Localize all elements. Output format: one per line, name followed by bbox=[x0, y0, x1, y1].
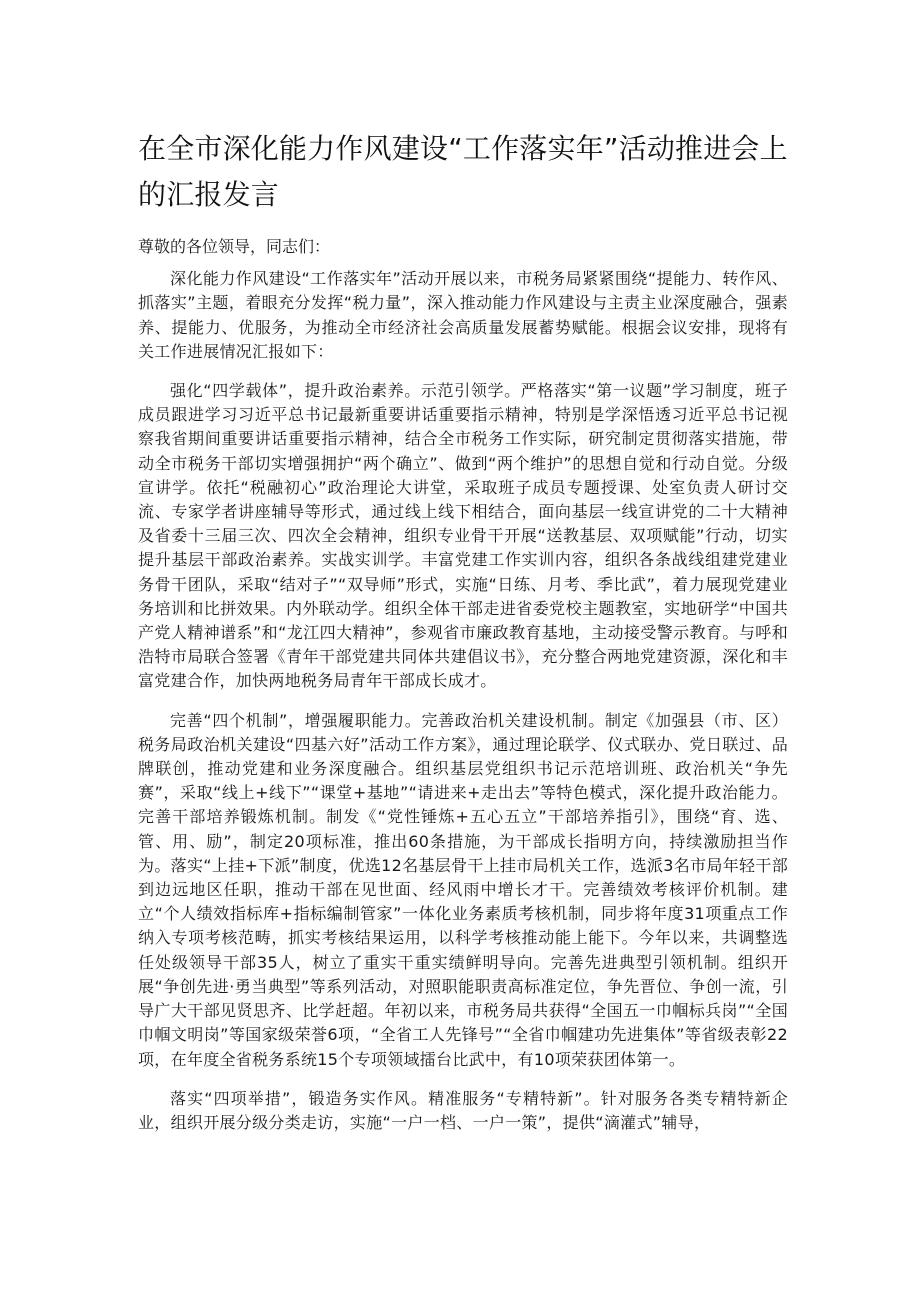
paragraph-measures: 落实“四项举措”，锻造务实作风。精准服务“专精特新”。针对服务各类专精特新企业，组织开展分级分类走访，实施“一户一档、一户一策”，提供“滴灌式”辅导， bbox=[138, 1088, 788, 1132]
paragraph-political-literacy: 强化“四学载体”，提升政治素养。示范引领学。严格落实“第一议题”学习制度，班子成员跟进学习习近平总书记最新重要讲话重要指示精神，特别是学深悟透习近平总书记视察我省期间重要讲话重要指示精神，结合全市税务工作实际，研究制定贯彻落实措施，带动全市税务干部切实增强拥护“两个确立”、做到“两个维护”的思想自觉和行动自觉。分级宣讲学。依托“税融初心”政治理论大讲堂，采取班子成员专题授课、处室负责人研讨交流、专家学者讲座辅导等形式，通过线上线下相结合，面向基层一线宣讲党的二十大精神及省委十三届三次、四次全会精神，组织专业骨干开展“送教基层、双项赋能”行动，切实提升基层干部政治素养。实战实训学。丰富党建工作实训内容，组织各条战线组建党建业务骨干团队，采取“结对子”“双导师”形式，实施“日练、月考、季比武”，着力展现党建业务培训和比拼效果。内外联动学。组织全体干部走进省委党校主题教室，实地研学“中国共产党人精神谱系”和“龙江四大精神”，参观省市廉政教育基地，主动接受警示教育。与呼和浩特市局联合签署《青年干部党建共同体共建倡议书》，充分整合两地党建资源，深化和丰富党建合作，加快两地税务局青年干部成长成才。 bbox=[138, 381, 788, 691]
salutation: 尊敬的各位领导，同志们： bbox=[138, 237, 331, 256]
document-title: 在全市深化能力作风建设“工作落实年”活动推进会上的汇报发言 bbox=[138, 132, 788, 211]
paragraph-mechanisms: 完善“四个机制”，增强履职能力。完善政治机关建设机制。制定《加强县（市、区）税务局政治机关建设“四基六好”活动工作方案》，通过理论联学、仪式联办、党日联过、品牌联创，推动党建和业务深度融合。组织基层党组织书记示范培训班、政治机关“争先赛”，采取“线上+线下”“课堂+基地”“请进来+走出去”等特色模式，深化提升政治能力。完善干部培养锻炼机制。制发《“党性锤炼+五心五立”干部培养指引》，围绕“育、选、管、用、励”，制定20项标准，推出60条措施，为干部成长指明方向，持续激励担当作为。落实“上挂+下派”制度，优选12名基层骨干上挂市局机关工作，选派3名市局年轻干部到边远地区任职，推动干部在见世面、经风雨中增长才干。完善绩效考核评价机制。建立“个人绩效指标库+指标编制管家”一体化业务素质考核机制，同步将年度31项重点工作纳入专项考核范畴，抓实考核结果运用，以科学考核推动能上能下。今年以来，共调整选任处级领导干部35人，树立了重实干重实绩鲜明导向。完善先进典型引领机制。组织开展“争创先进·勇当典型”等系列活动，对照职能职责高标准定位，争先晋位、争创一流，引导广大干部见贤思齐、比学赶超。年初以来，市税务局共获得“全国五一巾帼标兵岗”“全国巾帼文明岗”等国家级荣誉6项，“全省工人先锋号”“全省巾帼建功先进集体”等省级表彰22项，在年度全省税务系统15个专项领域擂台比武中，有10项荣获团体第一。 bbox=[138, 710, 788, 1069]
document-page bbox=[138, 126, 788, 1150]
paragraph-intro: 深化能力作风建设“工作落实年”活动开展以来，市税务局紧紧围绕“提能力、转作风、抓落实”主题，着眼充分发挥“税力量”，深入推动能力作风建设与主责主业深度融合，强素养、提能力、优服务，为推动全市经济社会高质量发展蓄势赋能。根据会议安排，现将有关工作进展情况汇报如下： bbox=[138, 269, 788, 361]
